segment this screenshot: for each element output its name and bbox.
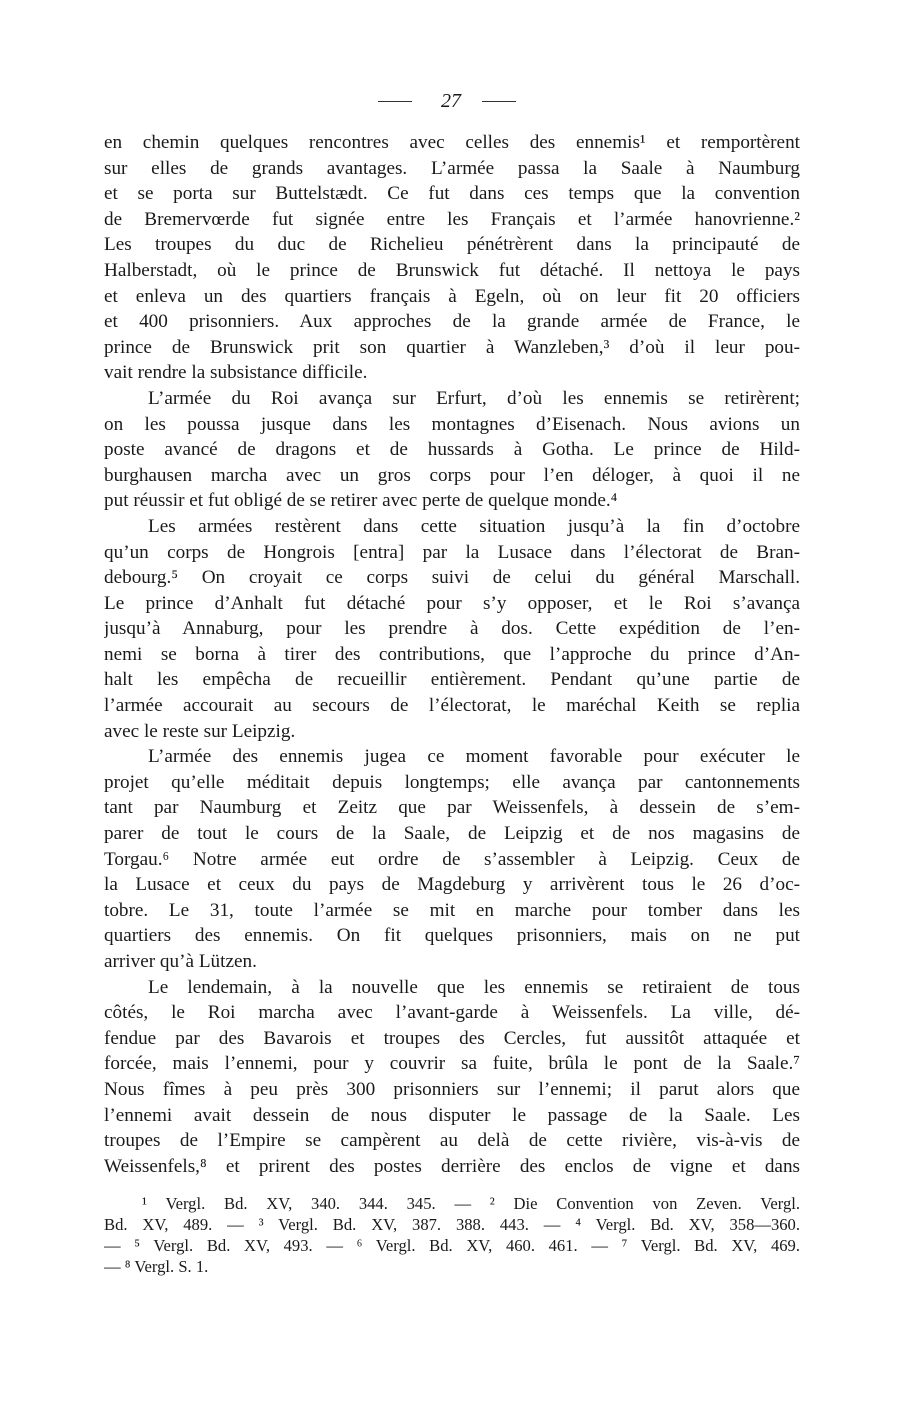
text-line: L’armée du Roi avança sur Erfurt, d’où les ennemis se retirèrent; (148, 387, 800, 409)
text-line: prince de Brunswick prit son quartier à Wanzleben,³ d’où il leur pou- (104, 336, 800, 358)
text-line: et 400 prisonniers. Aux approches de la grande armée de France, le (104, 311, 800, 333)
footnote-line: — ⁵ Vergl. Bd. XV, 493. — ⁶ Vergl. Bd. XV, 460. 461. — ⁷ Vergl. Bd. XV, 469. (104, 1236, 800, 1255)
text-line: l’ennemi avait dessein de nous disputer le passage de la Saale. Les (104, 1104, 800, 1126)
text-line: vait rendre la subsistance difficile. (104, 362, 368, 384)
text-line: l’armée accourait au secours de l’électorat, le maréchal Keith se replia (104, 695, 800, 717)
paragraph (104, 744, 800, 974)
text-line: Le prince d’Anhalt fut détaché pour s’y opposer, et le Roi s’avança (104, 592, 800, 614)
text-line: et se porta sur Buttelstædt. Ce fut dans ces temps que la convention (104, 183, 800, 205)
text-line: et enleva un des quartiers français à Egeln, où on leur fit 20 officiers (104, 285, 800, 307)
text-line: nemi se borna à tirer des contributions, que l’approche du prince d’An- (104, 643, 800, 665)
text-line: troupes de l’Empire se campèrent au delà de cette rivière, vis-à-vis de (104, 1130, 800, 1152)
text-line: parer de tout le cours de la Saale, de Leipzig et de nos magasins de (104, 823, 800, 845)
text-line: forcée, mais l’ennemi, pour y couvrir sa fuite, brûla le pont de la Saale.⁷ (104, 1053, 800, 1075)
paragraph (104, 975, 800, 1180)
text-line: L’armée des ennemis jugea ce moment favorable pour exécuter le (148, 746, 800, 768)
text-line: de Bremervœrde fut signée entre les Français et l’armée hanovrienne.² (104, 208, 800, 230)
text-line: Les troupes du duc de Richelieu pénétrèrent dans la principauté de (104, 234, 800, 256)
text-line: qu’un corps de Hongrois [entra] par la Lusace dans l’électorat de Bran- (104, 541, 800, 563)
text-line: put réussir et fut obligé de se retirer avec perte de quelque monde.⁴ (104, 490, 618, 512)
footnotes (104, 1193, 800, 1277)
header-rule-left (378, 101, 412, 102)
text-line: poste avancé de dragons et de hussards à Gotha. Le prince de Hild- (104, 439, 800, 461)
paragraph (104, 386, 800, 514)
footnote-line: ¹ Vergl. Bd. XV, 340. 344. 345. — ² Die Convention von Zeven. Vergl. (142, 1194, 800, 1213)
footnote-line: Bd. XV, 489. — ³ Vergl. Bd. XV, 387. 388. 443. — ⁴ Vergl. Bd. XV, 358—360. (104, 1215, 800, 1234)
page-number: 27 (441, 90, 461, 112)
body-text (104, 130, 800, 1179)
page-header (0, 88, 900, 114)
text-line: on les poussa jusque dans les montagnes d’Eisenach. Nous avions un (104, 413, 800, 435)
text-line: quartiers des ennemis. On fit quelques prisonniers, mais on ne put (104, 925, 800, 947)
footnote-line: — ⁸ Vergl. S. 1. (104, 1257, 209, 1276)
text-line: burghausen marcha avec un gros corps pour l’en déloger, à quoi il ne (104, 464, 800, 486)
text-line: Halberstadt, où le prince de Brunswick fut détaché. Il nettoya le pays (104, 259, 800, 281)
text-line: Les armées restèrent dans cette situation jusqu’à la fin d’octobre (148, 515, 800, 537)
header-rule-right (482, 101, 516, 102)
paragraph (104, 130, 800, 386)
text-line: projet qu’elle méditait depuis longtemps; elle avança par cantonnements (104, 771, 800, 793)
text-line: halt les empêcha de recueillir entièrement. Pendant qu’une partie de (104, 669, 800, 691)
text-line: tobre. Le 31, toute l’armée se mit en marche pour tomber dans les (104, 899, 800, 921)
text-line: Le lendemain, à la nouvelle que les ennemis se retiraient de tous (148, 976, 800, 998)
paragraph (104, 514, 800, 744)
text-line: tant par Naumburg et Zeitz que par Weissenfels, à dessein de s’em- (104, 797, 800, 819)
text-line: Torgau.⁶ Notre armée eut ordre de s’assembler à Leipzig. Ceux de (104, 848, 800, 870)
text-line: fendue par des Bavarois et troupes des Cercles, fut aussitôt attaquée et (104, 1027, 800, 1049)
text-line: sur elles de grands avantages. L’armée passa la Saale à Naumburg (104, 157, 800, 179)
text-line: jusqu’à Annaburg, pour les prendre à dos. Cette expédition de l’en- (104, 618, 800, 640)
text-line: avec le reste sur Leipzig. (104, 720, 296, 742)
text-line: arriver qu’à Lützen. (104, 951, 257, 972)
text-line: en chemin quelques rencontres avec celles des ennemis¹ et remportèrent (104, 132, 800, 153)
text-line: Weissenfels,⁸ et prirent des postes derrière des enclos de vigne et dans (104, 1155, 800, 1177)
text-line: debourg.⁵ On croyait ce corps suivi de celui du général Marschall. (104, 567, 800, 589)
text-line: côtés, le Roi marcha avec l’avant-garde à Weissenfels. La ville, dé- (104, 1002, 800, 1024)
text-line: Nous fîmes à peu près 300 prisonniers sur l’ennemi; il parut alors que (104, 1078, 800, 1100)
text-line: la Lusace et ceux du pays de Magdeburg y arrivèrent tous le 26 d’oc- (104, 874, 800, 896)
